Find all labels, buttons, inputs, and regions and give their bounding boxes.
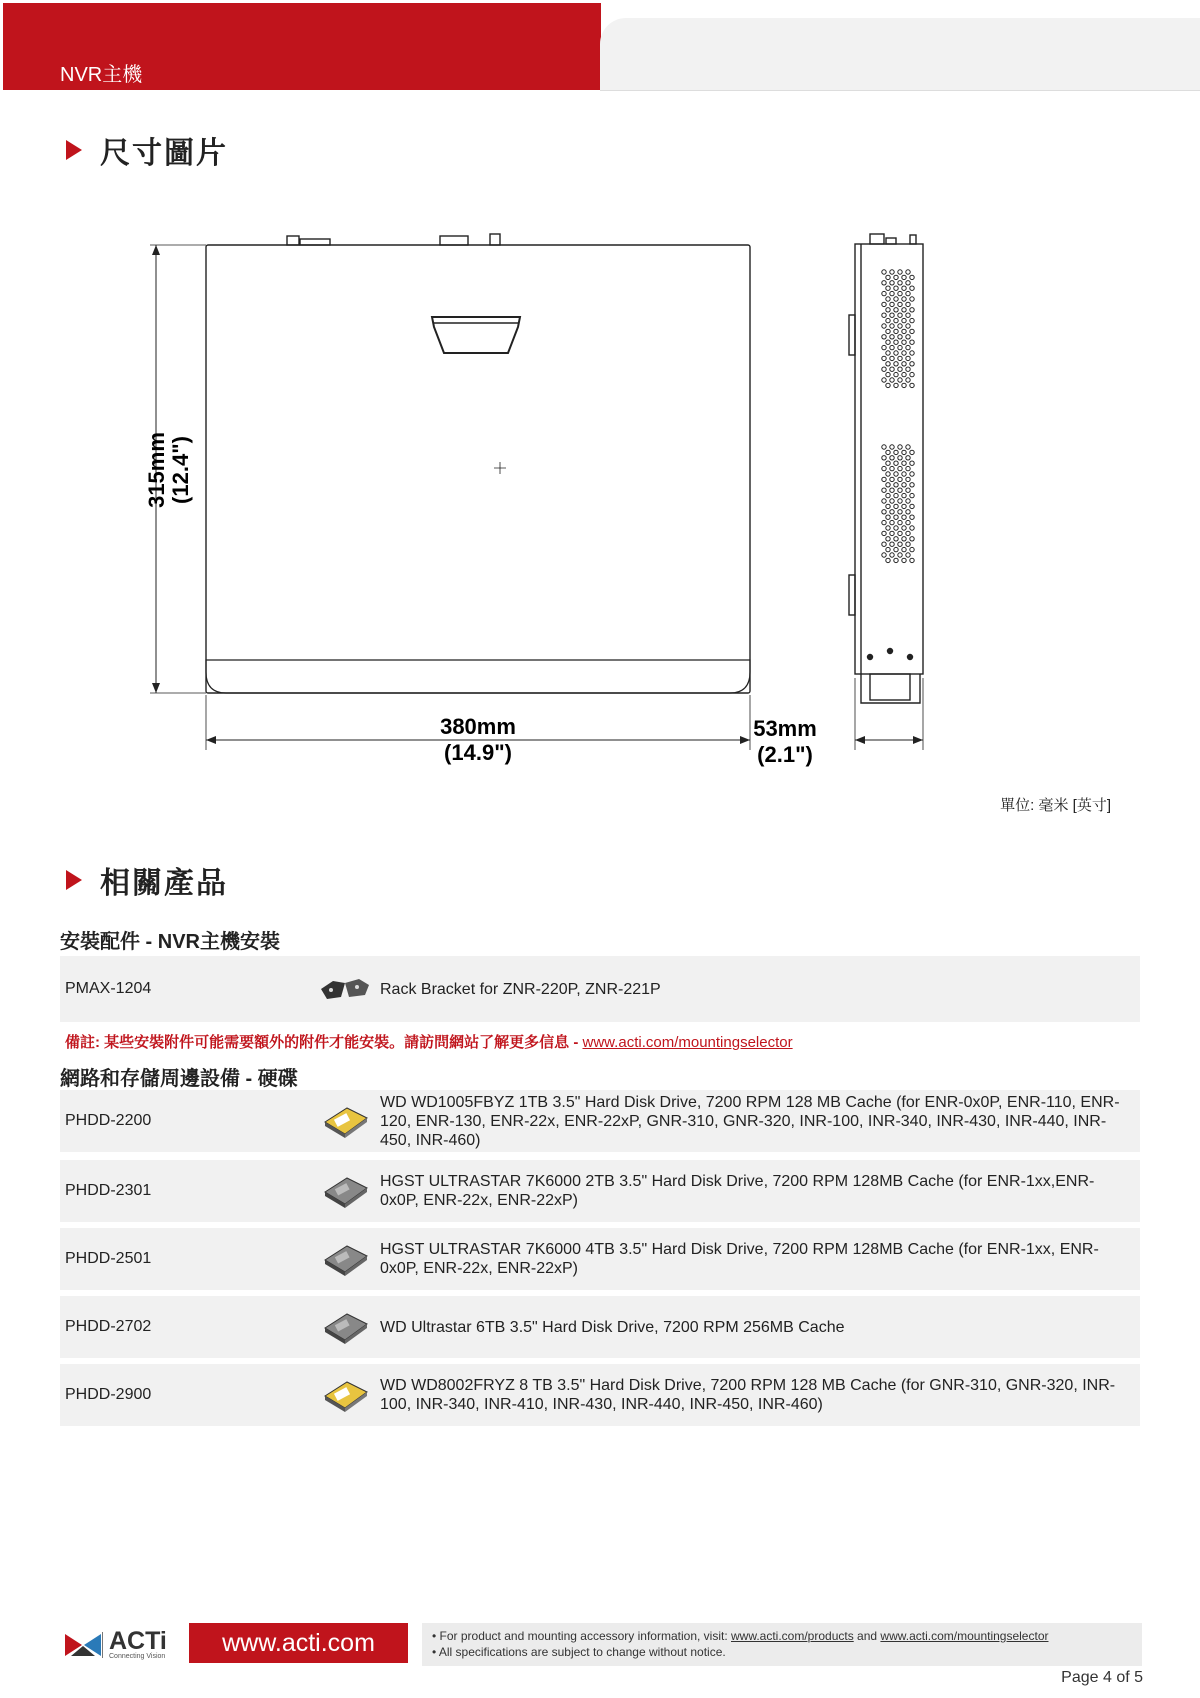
- product-code: PHDD-2301: [65, 1182, 152, 1199]
- products-link[interactable]: www.acti.com/products: [731, 1629, 854, 1643]
- disclaimer-text: • All specifications are subject to change without notice.: [432, 1645, 726, 1659]
- product-desc: WD WD8002FRYZ 8 TB 3.5" Hard Disk Drive, 7200 RPM 128 MB Cache (for GNR-310, GNR-320, INR-100, INR-340, INR-410, INR-430, INR-440, INR-450, INR-460): [380, 1377, 1116, 1413]
- product-code: PHDD-2501: [65, 1250, 152, 1267]
- product-desc: Rack Bracket for ZNR-220P, ZNR-221P: [380, 980, 661, 998]
- mountingselector-link[interactable]: www.acti.com/mountingselector: [880, 1629, 1049, 1643]
- note-label: 備註: [65, 1034, 96, 1051]
- product-desc: WD WD1005FBYZ 1TB 3.5" Hard Disk Drive, 7200 RPM 128 MB Cache (for ENR-0x0P, ENR-110, ENR-120, ENR-130, ENR-22x, ENR-22xP, GNR-310, GNR-320, INR-100, INR-340, INR-430, INR-440, INR-450, INR-460): [380, 1093, 1120, 1149]
- hard-disk-grey-icon: [310, 1174, 380, 1208]
- depth-in-label: (2.1"): [757, 742, 813, 767]
- bullet-triangle-icon: [66, 140, 82, 160]
- hard-disk-grey-icon: [310, 1310, 380, 1344]
- acti-logo-icon: [65, 1632, 103, 1658]
- table-row: [60, 1160, 1140, 1222]
- hard-disk-gold-icon: [310, 1378, 380, 1412]
- height-mm-label: 315mm: [144, 432, 169, 508]
- rack-bracket-icon: [310, 975, 380, 1003]
- note-text: : 某些安裝附件可能需要額外的附件才能安裝。請訪問網站了解更多信息 -: [95, 1034, 583, 1051]
- hard-disk-gold-icon: [310, 1104, 380, 1138]
- acti-logo: [65, 1629, 167, 1660]
- product-code: PHDD-2702: [65, 1318, 152, 1335]
- table-row: [60, 1296, 1140, 1358]
- product-desc: HGST ULTRASTAR 7K6000 4TB 3.5" Hard Disk Drive, 7200 RPM 128MB Cache (for ENR-1xx, ENR-0x0P, ENR-22x, ENR-22xP): [380, 1241, 1099, 1277]
- table-row: [60, 1364, 1140, 1426]
- storage-subheading: 網路和存儲周邊設備 - 硬碟: [60, 1062, 1140, 1094]
- product-code: PHDD-2200: [65, 1112, 152, 1129]
- table-row: [60, 1090, 1140, 1152]
- depth-mm-label: 53mm: [753, 716, 817, 741]
- unit-note: 單位: 毫米 [英寸]: [1000, 797, 1111, 814]
- width-mm-label: 380mm: [440, 714, 516, 739]
- width-in-label: (14.9"): [444, 740, 512, 765]
- mounting-subheading: 安裝配件 - NVR主機安裝: [60, 925, 1140, 957]
- website-link[interactable]: www.acti.com: [189, 1623, 408, 1663]
- product-desc: HGST ULTRASTAR 7K6000 2TB 3.5" Hard Disk Drive, 7200 RPM 128MB Cache (for ENR-1xx,ENR- 0x0P, ENR-22x, ENR-22xP): [380, 1173, 1095, 1209]
- header-title: NVR主機: [60, 64, 143, 86]
- section-heading-related: [66, 858, 228, 902]
- section-title: 相關產品: [100, 867, 228, 900]
- mounting-note: [65, 1031, 793, 1052]
- hard-disk-grey-icon: [310, 1242, 380, 1276]
- section-heading-dimensions: [66, 128, 228, 172]
- logo-tagline: Connecting Vision: [109, 1653, 166, 1660]
- bullet-triangle-icon: [66, 870, 82, 890]
- product-desc: WD Ultrastar 6TB 3.5" Hard Disk Drive, 7200 RPM 256MB Cache: [380, 1318, 845, 1336]
- info-text: and: [853, 1629, 881, 1643]
- product-code: PHDD-2900: [65, 1386, 152, 1403]
- section-title: 尺寸圖片: [100, 137, 228, 170]
- dimension-drawing: [120, 220, 970, 780]
- table-row: [60, 956, 1140, 1022]
- table-row: [60, 1228, 1140, 1290]
- mounting-selector-link[interactable]: www.acti.com/mountingselector: [582, 1034, 793, 1051]
- height-in-label: (12.4"): [168, 436, 193, 504]
- footer-info: [422, 1623, 1142, 1666]
- info-text: • For product and mounting accessory information, visit:: [432, 1629, 731, 1643]
- header-tab: [600, 18, 1200, 91]
- page-number: Page 4 of 5: [1061, 1669, 1143, 1686]
- product-code: PMAX-1204: [65, 980, 152, 997]
- logo-text: ACTi: [109, 1627, 167, 1655]
